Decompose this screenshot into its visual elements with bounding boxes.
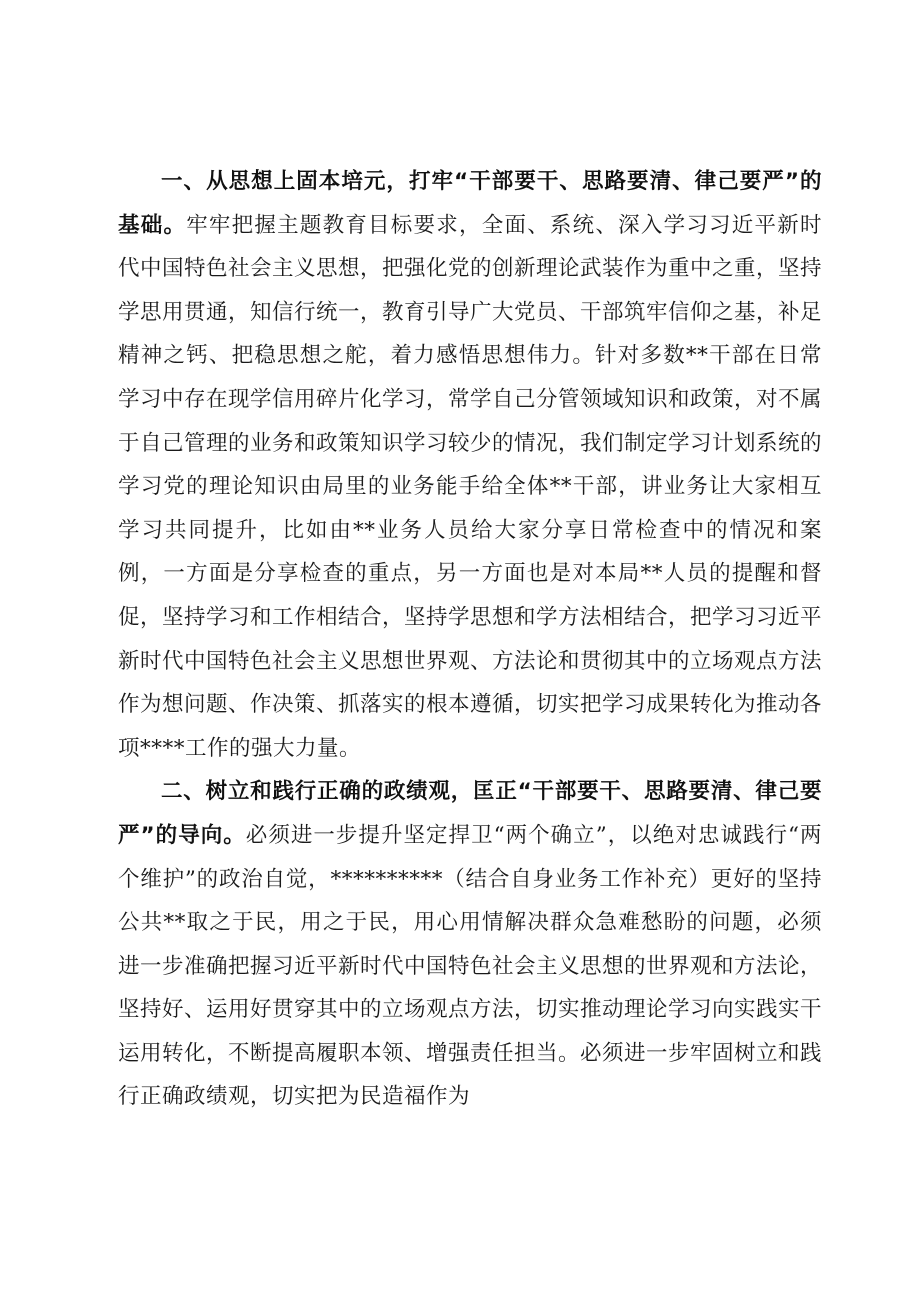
- document-body: [118, 160, 822, 1119]
- paragraph-1-body: 牢牢把握主题教育目标要求，全面、系统、深入学习习近平新时代中国特色社会主义思想，把强化党的创新理论武装作为重中之重，坚持学思用贯通，知信行统一，教育引导广大党员、干部筑牢信仰之基，补足精神之钙、把稳思想之舵，着力感悟思想伟力。针对多数**干部在日常学习中存在现学信用碎片化学习，常学自己分管领域知识和政策，对不属于自己管理的业务和政策知识学习较少的情况，我们制定学习计划系统的学习党的理论知识由局里的业务能手给全体**干部，讲业务让大家相互学习共同提升，比如由**业务人员给大家分享日常检查中的情况和案例，一方面是分享检查的重点，另一方面也是对本局**人员的提醒和督促，坚持学习和工作相结合，坚持学思想和学方法相结合，把学习习近平新时代中国特色社会主义思想世界观、方法论和贯彻其中的立场观点方法作为想问题、作决策、抓落实的根本遵循，切实把学习成果转化为推动各项****工作的强大力量。: [118, 212, 823, 761]
- paragraph-2-body: 必须进一步提升坚定捍卫“两个确立”，以绝对忠诚践行“两个维护”的政治自觉，**********（结合自身业务工作补充）更好的坚持公共**取之于民，用之于民，用心用情解决群众急难愁盼的问题，必须进一步准确把握习近平新时代中国特色社会主义思想的世界观和方法论，坚持好、运用好贯穿其中的立场观点方法，切实推动理论学习向实践实干运用转化，不断提高履职本领、增强责任担当。必须进一步牢固树立和践行正确政绩观，切实把为民造福作为: [118, 822, 823, 1110]
- paragraph-2: [118, 770, 822, 1119]
- paragraph-1: [118, 160, 822, 770]
- paragraph-1-heading: 一、从思想上固本培元，打牢“干部要干、思路要清、律己要严”的基础。: [118, 169, 822, 238]
- paragraph-2-heading: 二、树立和践行正确的政绩观，匡正“干部要干、思路要清、律己要严”的导向。: [118, 779, 822, 848]
